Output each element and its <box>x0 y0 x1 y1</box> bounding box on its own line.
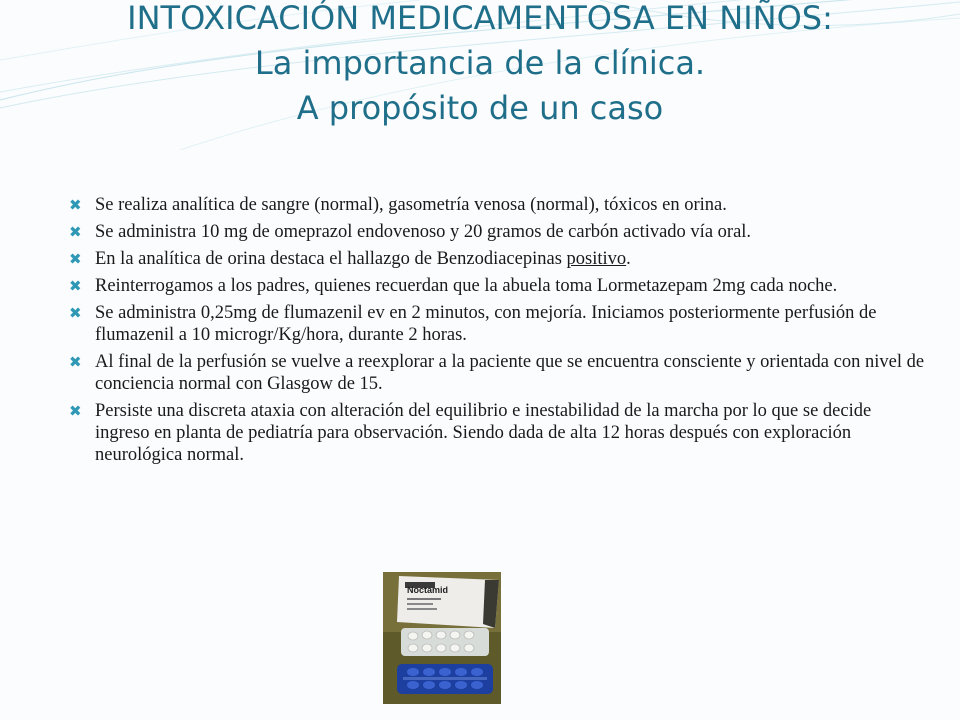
bullet-text: Al final de la perfusión se vuelve a reexplorar a la paciente que se encuentra consciente y orientada con nivel de conciencia normal con Glasgow de 15. <box>95 352 925 394</box>
bullet-text-underlined: positivo <box>566 249 627 269</box>
bullet-text: Persiste una discreta ataxia con alteración del equilibrio e inestabilidad de la marcha por lo que se decide ingreso en planta de pediatría para observación. Siendo dada de alta 12 horas después con exploración neurológica normal. <box>95 401 872 465</box>
medication-photo <box>383 572 501 704</box>
bullet-text: En la analítica de orina destaca el hallazgo de Benzodiacepinas <box>95 249 567 269</box>
bullet-item <box>66 194 926 216</box>
bullet-text-end: . <box>626 249 631 269</box>
bullet-text: Se realiza analítica de sangre (normal), gasometría venosa (normal), tóxicos en orina. <box>95 195 727 215</box>
x-mark-icon: ✖ <box>69 196 82 214</box>
bullet-text: Se administra 10 mg de omeprazol endovenoso y 20 gramos de carbón activado vía oral. <box>95 222 752 242</box>
title-line-subtitle: La importancia de la clínica. <box>254 44 706 82</box>
bullet-text: Reinterrogamos a los padres, quienes recuerdan que la abuela toma Lormetazepam 2mg cada noche. <box>95 276 838 296</box>
x-mark-icon: ✖ <box>69 277 82 295</box>
bullet-item <box>66 302 926 346</box>
x-mark-icon: ✖ <box>69 304 82 322</box>
title-line-case: A propósito de un caso <box>296 89 664 127</box>
bullet-item <box>66 275 926 297</box>
x-mark-icon: ✖ <box>69 250 82 268</box>
x-mark-icon: ✖ <box>69 223 82 241</box>
bullet-item <box>66 351 926 395</box>
x-mark-icon: ✖ <box>69 353 82 371</box>
bullet-item <box>66 248 926 270</box>
slide-title <box>30 0 930 131</box>
bullet-item <box>66 400 926 466</box>
box-brand-label: Noctamid <box>407 585 449 595</box>
bullet-list <box>66 194 926 471</box>
x-mark-icon: ✖ <box>69 402 82 420</box>
bullet-text: Se administra 0,25mg de flumazenil ev en 2 minutos, con mejoría. Iniciamos posteriormente perfusión de flumazenil a 10 microgr/Kg/hora, durante 2 horas. <box>95 303 877 345</box>
bullet-item <box>66 221 926 243</box>
title-line-main: INTOXICACIÓN MEDICAMENTOSA EN NIÑOS: <box>127 0 833 37</box>
